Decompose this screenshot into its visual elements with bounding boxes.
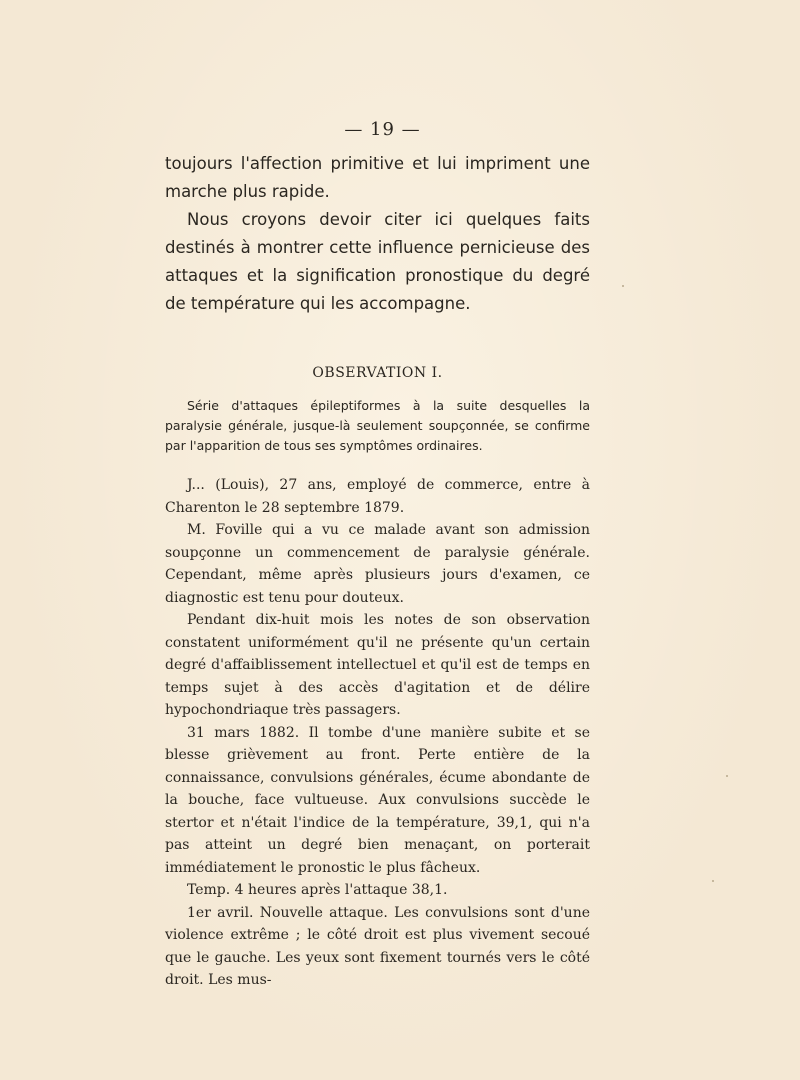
body-paragraph-1: J... (Louis), 27 ans, employé de commerce, entre à Charenton le 28 septembre 1879.	[165, 477, 590, 516]
body-paragraph-5: Temp. 4 heures après l'attaque 38,1.	[187, 882, 448, 898]
observation-body	[165, 474, 590, 992]
observation-summary-section	[165, 396, 590, 456]
intro-paragraph-2: Nous croyons devoir citer ici quelques faits destinés à montrer cette influence pernicieuse des attaques et la signification pronostique du degré de température qui les accompagne.	[165, 210, 590, 313]
observation-title: OBSERVATION I.	[312, 365, 443, 381]
observation-summary: Série d'attaques épileptiformes à la suite desquelles la paralysie générale, jusque-là seulement soupçonnée, se confirme par l'apparition de tous ses symptômes ordinaires.	[165, 398, 590, 453]
intro-paragraph-1: toujours l'affection primitive et lui impriment une marche plus rapide.	[165, 154, 590, 201]
intro-section	[165, 150, 590, 318]
paper-speck	[726, 775, 728, 777]
page-number: — 19 —	[344, 119, 421, 140]
paper-speck	[712, 880, 714, 882]
text-block	[165, 118, 590, 992]
body-paragraph-6: 1er avril. Nouvelle attaque. Les convulsions sont d'une violence extrême ; le côté droit est plus vivement secoué que le gauche. Les yeux sont fixement tournés vers le côté droit. Les mus-	[165, 904, 590, 988]
body-paragraph-2: M. Foville qui a vu ce malade avant son admission soupçonne un commencement de paralysie générale. Cependant, même après plusieurs jours d'examen, ce diagnostic est tenu pour douteux.	[165, 522, 590, 606]
body-paragraph-4: 31 mars 1882. Il tombe d'une manière subite et se blesse grièvement au front. Perte entière de la connaissance, convulsions générales, écume abondante de la bouche, face vultueuse. Aux convulsions succède le stertor et n'était l'indice de la température, 39,1, qui n'a pas atteint un degré bien menaçant, on porterait immédiatement le pronostic le plus fâcheux.	[165, 724, 590, 876]
body-paragraph-3: Pendant dix-huit mois les notes de son observation constatent uniformément qu'il ne présente qu'un certain degré d'affaiblissement intellectuel et qu'il est de temps en temps sujet à des accès d'agitation et de délire hypochondriaque très passagers.	[165, 612, 590, 718]
paper-speck	[622, 285, 624, 287]
